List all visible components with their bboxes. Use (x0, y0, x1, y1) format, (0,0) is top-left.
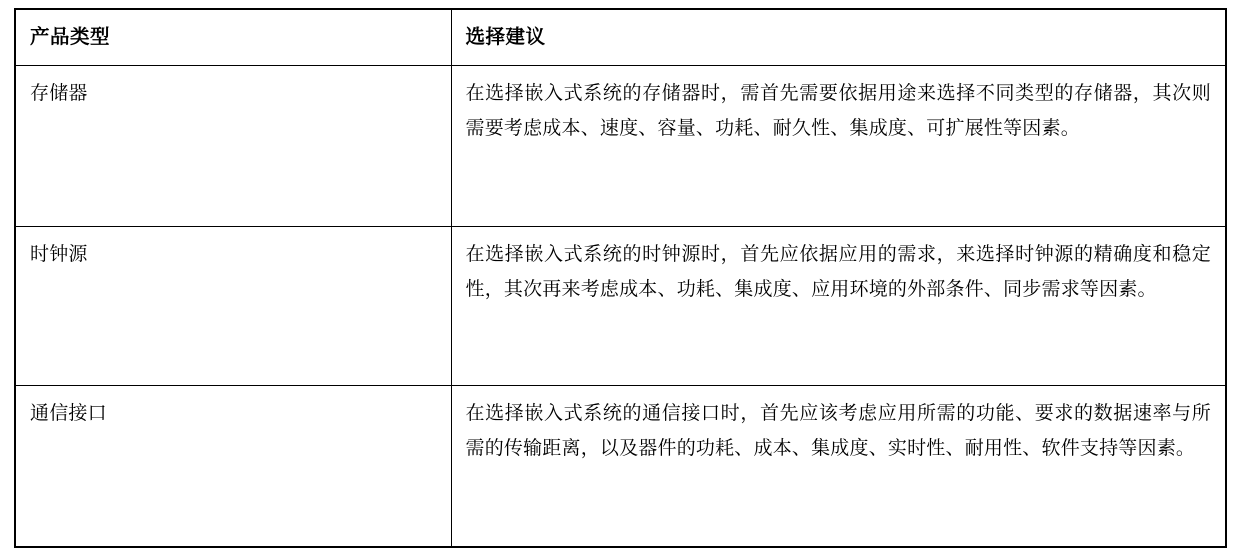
cell-product-type: 通信接口 (15, 386, 451, 548)
table-row (15, 386, 1226, 548)
product-selection-table (14, 8, 1227, 548)
table-header (15, 9, 1226, 66)
table-body (15, 66, 1226, 548)
column-header-selection-advice: 选择建议 (451, 9, 1226, 66)
cell-selection-advice: 在选择嵌入式系统的存储器时，需首先需要依据用途来选择不同类型的存储器，其次则需要考虑成本、速度、容量、功耗、耐久性、集成度、可扩展性等因素。 (451, 66, 1226, 227)
cell-product-type: 时钟源 (15, 227, 451, 386)
column-header-product-type: 产品类型 (15, 9, 451, 66)
table-row (15, 66, 1226, 227)
cell-product-type: 存储器 (15, 66, 451, 227)
table-row (15, 227, 1226, 386)
cell-selection-advice: 在选择嵌入式系统的通信接口时，首先应该考虑应用所需的功能、要求的数据速率与所需的传输距离，以及器件的功耗、成本、集成度、实时性、耐用性、软件支持等因素。 (451, 386, 1226, 548)
table-header-row (15, 9, 1226, 66)
cell-selection-advice: 在选择嵌入式系统的时钟源时，首先应依据应用的需求，来选择时钟源的精确度和稳定性，其次再来考虑成本、功耗、集成度、应用环境的外部条件、同步需求等因素。 (451, 227, 1226, 386)
